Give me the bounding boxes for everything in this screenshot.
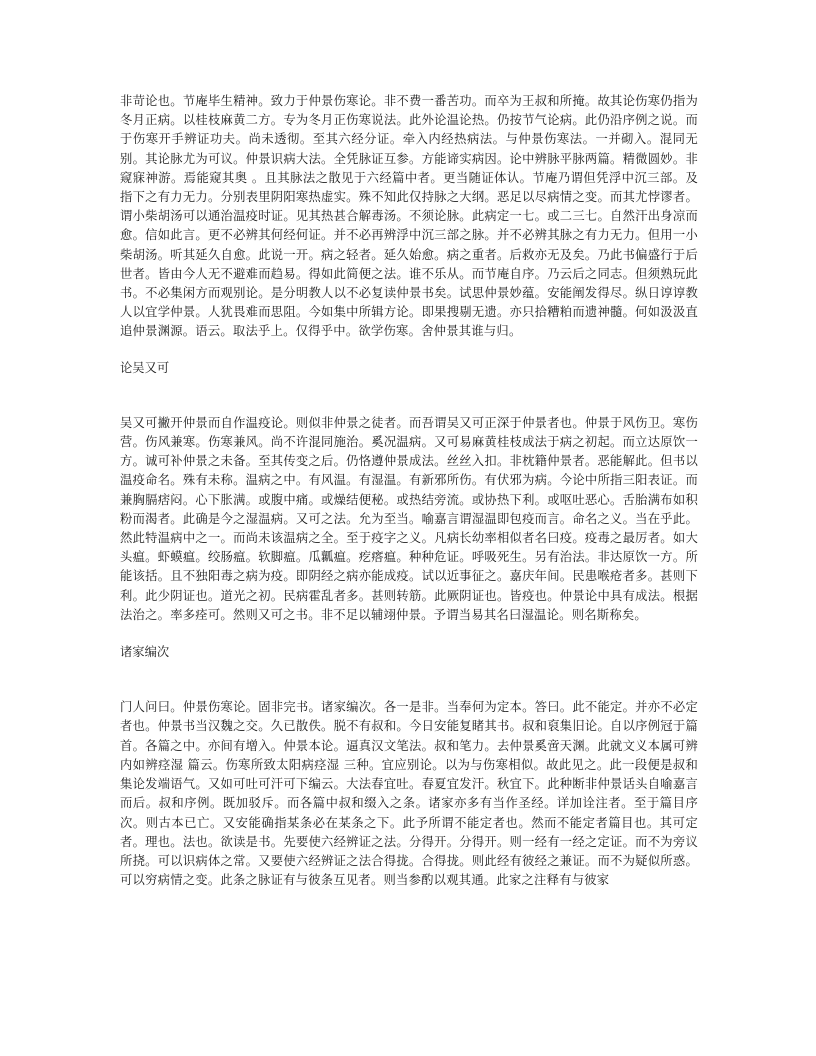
paragraph-intro: 非苛论也。节庵毕生精神。致力于仲景伤寒论。非不费一番苦功。而卒为王叔和所掩。故其论伤寒仍指为冬月正病。以桂枝麻黄二方。专为冬月正伤寒说法。此外论温论热。仍按节气论病。此仍沿序例之说。而于伤寒开手辨证功夫。尚未透彻。至其六经分证。牵入内经热病法。与仲景伤寒法。一并砌入。混同无别。其论脉尤为可议。仲景识病大法。全凭脉证互参。方能谛实病因。论中辨脉平脉两篇。精微圆妙。非窥寐神游。焉能窥其奥 。且其脉法之散见于六经篇中者。更当随证体认。节庵乃谓但凭浮中沉三部。及指下之有力无力。分别表里阴阳寒热虚实。殊不知此仅持脉之大纲。恶足以尽病情之变。而其尤悖谬者。谓小柴胡汤可以通治温疫时证。见其热甚合解毒汤。不须论脉。此病定一七。或二三七。自然汗出身凉而愈。信如此言。更不必辨其何经何证。并不必再辨浮中沉三部之脉。并不必辨其脉之有力无力。但用一小柴胡汤。听其延久自愈。此说一开。病之轻者。延久始愈。病之重者。后救亦无及矣。乃此书偏盛行于后世者。皆由今人无不避难而趋易。得如此简便之法。谁不乐从。而节庵自序。乃云后之同志。但须熟玩此书。不必集闲方而观别论。是分明教人以不必复读仲景书矣。试思仲景妙蕴。安能阐发得尽。纵日谆谆教人以宜学仲景。人犹畏难而思阻。今如集中所辑方论。即果搜剔无遗。亦只拾糟粕而遗神髓。何如汲汲直追仲景渊源。语云。取法乎上。仅得乎中。欲学伤寒。舍仲景其谁与归。 xyxy=(120,94,698,339)
section-heading-wu-youke: 论吴又可 xyxy=(120,360,170,375)
paragraph-bianci: 门人问曰。仲景伤寒论。固非完书。诸家编次。各一是非。当奉何为定本。答曰。此不能定。并亦不必定者也。仲景书当汉魏之交。久已散佚。脱不有叔和。今日安能复睹其书。叔和裒集旧论。自以序例冠于篇首。各篇之中。亦间有增入。仲景本论。逼真汉文笔法。叔和笔力。去仲景奚啻天渊。此就文义本属可辨内如辨痉湿 篇云。伤寒所致太阳病痉湿 三种。宜应别论。以为与伤寒相似。故此见之。此一段便是叔和集论发端语气。又如可吐可汗可下编云。大法春宜吐。春夏宜发汗。秋宜下。此种断非仲景话头自喻嘉言而后。叔和序例。既加驳斥。而各篇中叔和缀入之条。诸家亦多有当作圣经。详加诠注者。至于篇目序次。则古本已亡。又安能确指某条必在某条之下。此予所谓不能定者也。然而不能定者篇目也。其可定者。理也。法也。欲读是书。先要使六经辨证之法。分得开。分得开。则一经有一经之定证。而不为旁议所挠。可以识病体之常。又要使六经辨证之法合得拢。合得拢。则此经有彼经之兼证。而不为疑似所惑。可以穷病情之变。此条之脉证有与彼条互见者。则当参酌以观其通。此家之注释有与彼家 xyxy=(120,700,698,888)
section-heading-bianci: 诸家编次 xyxy=(120,645,170,660)
document-page xyxy=(120,92,698,890)
paragraph-wu-youke: 吴又可撇开仲景而自作温疫论。则似非仲景之徒者。而吾谓吴又可正深于仲景者也。仲景于风伤卫。寒伤营。伤风兼寒。伤寒兼风。尚不许混同施治。奚况温病。又可易麻黄桂枝成法于病之初起。而立达原饮一方。诚可补仲景之未备。至其传变之后。仍恪遵仲景成法。丝丝入扣。非枕籍仲景者。恶能解此。但书以温疫命名。殊有未称。温病之中。有风温。有湿温。有新邪所伤。有伏邪为病。今论中所指三阳表证。而兼胸膈痞闷。心下胀满。或腹中痛。或燥结便秘。或热结旁流。或协热下利。或呕吐恶心。舌胎满布如积粉而渴者。此确是今之湿温病。又可之法。允为至当。喻嘉言谓湿温即包疫而言。命名之义。当在乎此。然此特温病中之一。而尚未该温病之全。至于疫字之义。凡病长幼率相似者名曰疫。疫毒之最厉者。如大头瘟。虾蟆瘟。绞肠瘟。软脚瘟。瓜瓤瘟。疙瘩瘟。种种危证。呼吸死生。另有治法。非达原饮一方。所能该括。且不独阳毒之病为疫。即阴经之病亦能成疫。试以近事征之。嘉庆年间。民患喉疮者多。甚则下利。此少阴证也。道光之初。民病霍乱者多。甚则转筋。此厥阴证也。皆疫也。仲景论中具有成法。根据法治之。率多痊可。然则又可之书。非不足以辅翊仲景。予谓当易其名曰湿温论。则名斯称矣。 xyxy=(120,415,698,622)
